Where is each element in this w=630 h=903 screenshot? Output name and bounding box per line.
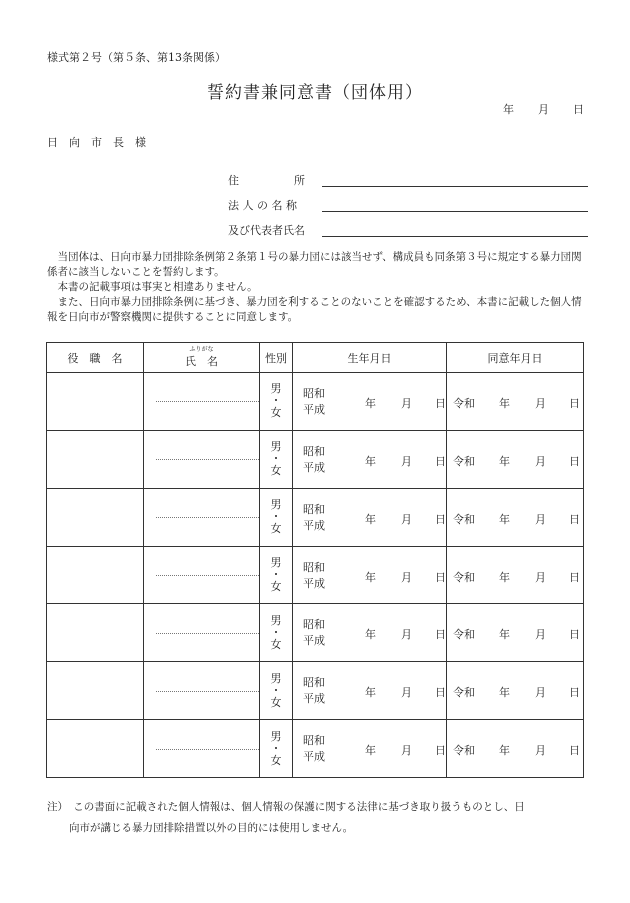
sex-female[interactable]: 女 — [270, 579, 282, 593]
consent-day-label: 日 — [569, 686, 580, 700]
birth-era — [303, 617, 325, 649]
birth-date-cell[interactable] — [293, 373, 447, 431]
address-label: 住 所 — [228, 174, 305, 187]
date-month-label: 月 — [538, 103, 549, 116]
era-showa[interactable]: 昭和 — [303, 502, 325, 516]
sex-male[interactable]: 男 — [270, 729, 282, 743]
header-position: 役 職 名 — [47, 343, 144, 373]
birth-date-cell[interactable] — [293, 488, 447, 546]
sex-cell[interactable] — [260, 430, 293, 488]
sex-cell[interactable] — [260, 373, 293, 431]
era-showa[interactable]: 昭和 — [303, 676, 325, 690]
consent-year-label: 年 — [499, 628, 510, 642]
furigana-divider — [156, 691, 259, 692]
consent-year-label: 年 — [499, 454, 510, 468]
corp-name-label: 法 人 の 名 称 — [228, 199, 297, 212]
table-row — [47, 546, 584, 604]
form-number: 様式第２号（第５条、第13条関係） — [47, 51, 226, 64]
consent-year-label: 年 — [499, 570, 510, 584]
era-heisei[interactable]: 平成 — [303, 460, 325, 474]
consent-era: 令和 — [453, 397, 475, 410]
consent-era: 令和 — [453, 744, 475, 758]
consent-month-label: 月 — [535, 512, 546, 526]
sex-male[interactable]: 男 — [270, 440, 282, 454]
consent-year-label: 年 — [499, 397, 510, 410]
consent-date-cell[interactable] — [447, 488, 584, 546]
sex-separator: ・ — [270, 510, 282, 524]
sex-cell[interactable] — [260, 720, 293, 778]
sex-separator: ・ — [270, 567, 282, 581]
consent-day-label: 日 — [569, 454, 580, 468]
consent-day-label: 日 — [569, 744, 580, 758]
consent-day-label: 日 — [569, 628, 580, 642]
sex-cell[interactable] — [260, 662, 293, 720]
sex-separator: ・ — [270, 394, 282, 408]
consent-year-label: 年 — [499, 686, 510, 700]
consent-month-label: 月 — [535, 454, 546, 468]
consent-month-label: 月 — [535, 397, 546, 410]
note — [47, 797, 587, 839]
header-name-label: 氏 名 — [185, 354, 218, 368]
sex-male[interactable]: 男 — [270, 555, 282, 569]
pledge-paragraph: また、日向市暴力団排除条例に基づき、暴力団を利することのないことを確認するため、本書に記載した個人情報を日向市が警察機関に提供することに同意します。 — [47, 296, 582, 323]
birth-era — [303, 733, 325, 765]
birth-era — [303, 560, 325, 592]
consent-date-cell[interactable] — [447, 604, 584, 662]
furigana-divider — [156, 575, 259, 576]
birth-year-label: 年 — [365, 512, 376, 526]
consent-month-label: 月 — [535, 686, 546, 700]
consent-month-label: 月 — [535, 570, 546, 584]
era-heisei[interactable]: 平成 — [303, 518, 325, 532]
furigana-divider — [156, 401, 259, 402]
birth-month-label: 月 — [401, 512, 412, 526]
representative-label: 及び代表者氏名 — [228, 224, 305, 237]
member-table — [46, 342, 584, 778]
birth-era — [303, 502, 325, 534]
name-cell[interactable] — [144, 430, 260, 488]
birth-day-label: 日 — [435, 397, 446, 410]
table-row — [47, 373, 584, 431]
furigana-divider — [156, 633, 259, 634]
table-row — [47, 720, 584, 778]
note-line: 向市が講じる暴力団排除措置以外の目的には使用しません。 — [69, 822, 354, 834]
birth-month-label: 月 — [401, 744, 412, 758]
birth-era — [303, 675, 325, 707]
name-cell[interactable] — [144, 488, 260, 546]
era-heisei[interactable]: 平成 — [303, 576, 325, 590]
table-row — [47, 488, 584, 546]
representative-field[interactable] — [322, 235, 588, 237]
sex-female[interactable]: 女 — [270, 695, 282, 709]
table-row — [47, 604, 584, 662]
name-cell[interactable] — [144, 373, 260, 431]
header-consent-date: 同意年月日 — [447, 343, 584, 373]
header-furigana: ふりがな — [189, 345, 214, 353]
birth-month-label: 月 — [401, 454, 412, 468]
pledge-paragraph: 当団体は、日向市暴力団排除条例第２条第１号の暴力団には該当せず、構成員も同条第３号に規定する暴力団関係者に該当しないことを誓約します。 — [47, 251, 582, 278]
era-heisei[interactable]: 平成 — [303, 750, 325, 764]
birth-era — [303, 386, 325, 418]
birth-year-label: 年 — [365, 744, 376, 758]
consent-month-label: 月 — [535, 744, 546, 758]
position-cell[interactable] — [47, 546, 144, 604]
position-cell[interactable] — [47, 373, 144, 431]
birth-year-label: 年 — [365, 454, 376, 468]
consent-date-cell[interactable] — [447, 546, 584, 604]
sex-separator: ・ — [270, 683, 282, 697]
consent-era: 令和 — [453, 628, 475, 642]
position-cell[interactable] — [47, 488, 144, 546]
sex-male[interactable]: 男 — [270, 382, 282, 396]
sex-female[interactable]: 女 — [270, 406, 282, 420]
furigana-divider — [156, 459, 259, 460]
header-birth-date: 生年月日 — [293, 343, 447, 373]
sex-cell[interactable] — [260, 546, 293, 604]
sex-female[interactable]: 女 — [270, 753, 282, 767]
position-cell[interactable] — [47, 662, 144, 720]
consent-date-cell[interactable] — [447, 720, 584, 778]
address-field[interactable] — [322, 185, 588, 187]
sex-separator: ・ — [270, 452, 282, 466]
consent-year-label: 年 — [499, 512, 510, 526]
era-heisei[interactable]: 平成 — [303, 634, 325, 648]
consent-era: 令和 — [453, 686, 475, 700]
birth-year-label: 年 — [365, 628, 376, 642]
birth-month-label: 月 — [401, 397, 412, 410]
sex-female[interactable]: 女 — [270, 522, 282, 536]
birth-year-label: 年 — [365, 686, 376, 700]
consent-era: 令和 — [453, 512, 475, 526]
era-showa[interactable]: 昭和 — [303, 734, 325, 748]
birth-day-label: 日 — [435, 744, 446, 758]
birth-date-cell[interactable] — [293, 430, 447, 488]
sex-cell[interactable] — [260, 604, 293, 662]
name-cell[interactable] — [144, 546, 260, 604]
consent-era: 令和 — [453, 454, 475, 468]
table-row — [47, 662, 584, 720]
addressee: 日 向 市 長 様 — [47, 136, 146, 149]
page-title: 誓約書兼同意書（団体用） — [207, 83, 423, 103]
position-cell[interactable] — [47, 430, 144, 488]
birth-day-label: 日 — [435, 628, 446, 642]
position-cell[interactable] — [47, 720, 144, 778]
era-showa[interactable]: 昭和 — [303, 444, 325, 458]
birth-date-cell[interactable] — [293, 720, 447, 778]
sex-cell[interactable] — [260, 488, 293, 546]
birth-day-label: 日 — [435, 686, 446, 700]
consent-date-cell[interactable] — [447, 662, 584, 720]
birth-month-label: 月 — [401, 570, 412, 584]
furigana-divider — [156, 517, 259, 518]
era-showa[interactable]: 昭和 — [303, 560, 325, 574]
pledge-text — [47, 250, 587, 325]
consent-date-cell[interactable] — [447, 373, 584, 431]
consent-month-label: 月 — [535, 628, 546, 642]
birth-day-label: 日 — [435, 570, 446, 584]
sex-female[interactable]: 女 — [270, 464, 282, 478]
note-line: 注） この書面に記載された個人情報は、個人情報の保護に関する法律に基づき取り扱うものとし、日 — [47, 801, 525, 813]
era-showa[interactable]: 昭和 — [303, 387, 325, 400]
era-heisei[interactable]: 平成 — [303, 692, 325, 706]
sex-separator: ・ — [270, 625, 282, 639]
birth-date-cell[interactable] — [293, 662, 447, 720]
birth-day-label: 日 — [435, 512, 446, 526]
position-cell[interactable] — [47, 604, 144, 662]
birth-era — [303, 444, 325, 476]
corp-name-field[interactable] — [322, 210, 588, 212]
date-day-label: 日 — [573, 103, 584, 116]
consent-year-label: 年 — [499, 744, 510, 758]
consent-day-label: 日 — [569, 512, 580, 526]
date-year-label: 年 — [503, 103, 514, 116]
birth-year-label: 年 — [365, 397, 376, 410]
header-name — [144, 343, 260, 373]
sex-female[interactable]: 女 — [270, 637, 282, 651]
furigana-divider — [156, 749, 259, 750]
sex-male[interactable]: 男 — [270, 671, 282, 685]
table-row — [47, 430, 584, 488]
birth-month-label: 月 — [401, 628, 412, 642]
name-cell[interactable] — [144, 720, 260, 778]
birth-day-label: 日 — [435, 454, 446, 468]
sex-separator: ・ — [270, 741, 282, 755]
pledge-paragraph: 本書の記載事項は事実と相違ありません。 — [47, 281, 258, 293]
birth-year-label: 年 — [365, 570, 376, 584]
birth-date-cell[interactable] — [293, 546, 447, 604]
consent-date-cell[interactable] — [447, 430, 584, 488]
header-sex: 性別 — [260, 343, 293, 373]
sex-male[interactable]: 男 — [270, 613, 282, 627]
name-cell[interactable] — [144, 604, 260, 662]
birth-date-cell[interactable] — [293, 604, 447, 662]
consent-era: 令和 — [453, 570, 475, 584]
era-showa[interactable]: 昭和 — [303, 618, 325, 632]
consent-day-label: 日 — [569, 570, 580, 584]
birth-month-label: 月 — [401, 686, 412, 700]
consent-day-label: 日 — [569, 397, 580, 410]
era-heisei[interactable]: 平成 — [303, 403, 325, 416]
sex-male[interactable]: 男 — [270, 498, 282, 512]
name-cell[interactable] — [144, 662, 260, 720]
table-header-row — [47, 343, 584, 373]
